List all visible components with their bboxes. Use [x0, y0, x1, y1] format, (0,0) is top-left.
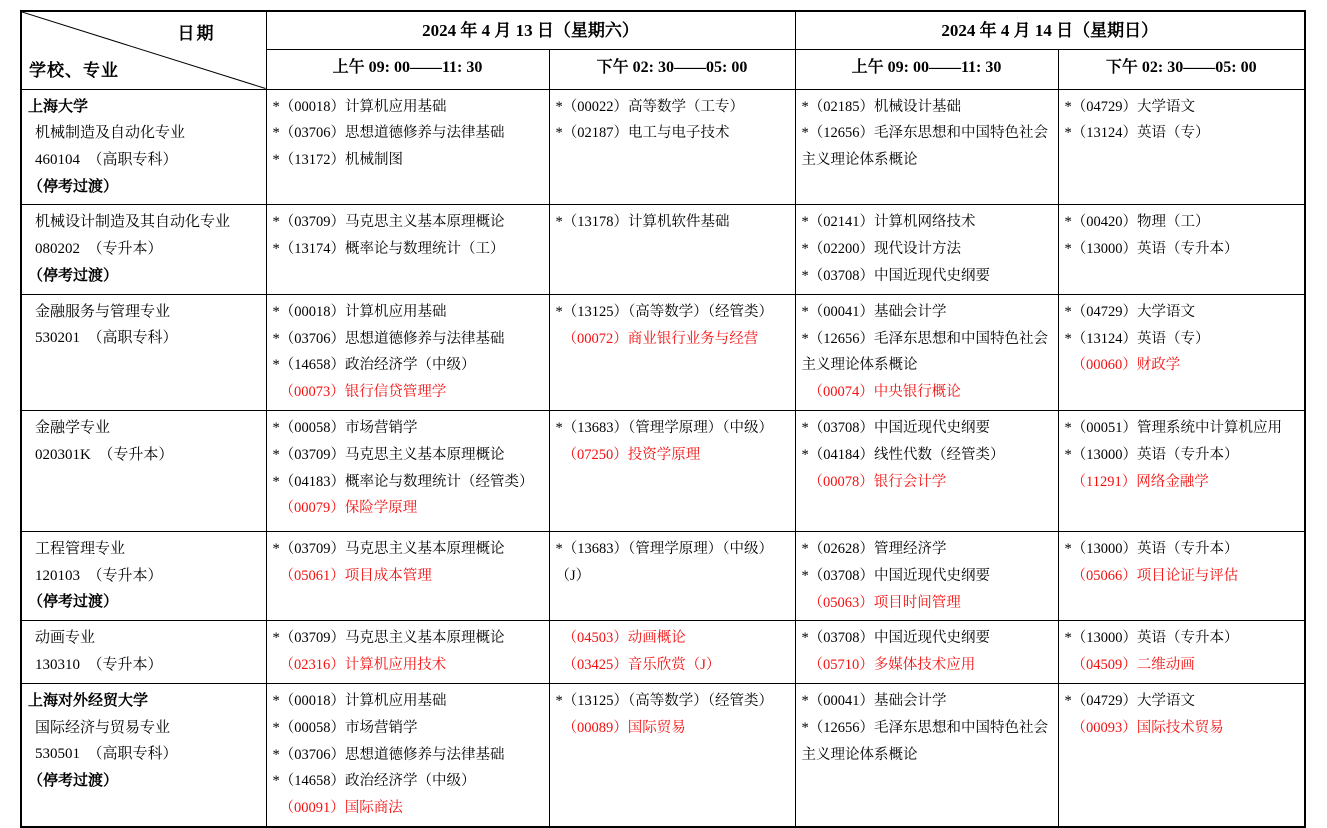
- school-line: 机械设计制造及其自动化专业: [35, 214, 231, 231]
- course-cell-sunday-morning: [795, 410, 1058, 531]
- school-line: 120103 （专升本）: [35, 567, 163, 584]
- course-item: *（03708）中国近现代史纲要: [801, 567, 990, 584]
- course-item: *（00058）市场营销学: [272, 719, 418, 736]
- school-line: 上海大学: [28, 98, 89, 115]
- course-item: *（13683）（管理学原理）（中级）: [555, 419, 773, 436]
- course-item: （00073）银行信贷管理学: [279, 384, 447, 401]
- course-cell-sunday-morning: [795, 684, 1058, 828]
- session-header-sunday-morning: 上午 09: 00——11: 30: [795, 49, 1058, 89]
- school-line: （停考过渡）: [28, 178, 119, 195]
- course-cell-saturday-morning: [266, 621, 549, 684]
- session-header-sunday-afternoon: 下午 02: 30——05: 00: [1058, 49, 1305, 89]
- table-row: [21, 684, 1305, 828]
- school-cell: [21, 89, 266, 205]
- course-item: *（04729）大学语文: [1064, 303, 1195, 320]
- course-item: *（00018）计算机应用基础: [272, 693, 447, 709]
- course-item: （05061）项目成本管理: [279, 567, 432, 584]
- course-cell-sunday-afternoon: [1058, 205, 1305, 294]
- course-cell-saturday-afternoon: [549, 621, 795, 684]
- school-cell: [21, 294, 266, 410]
- course-cell-saturday-morning: [266, 89, 549, 205]
- school-line: 460104 （高职专科）: [35, 151, 178, 168]
- course-item: （05063）项目时间管理: [808, 594, 961, 611]
- table-row: [21, 410, 1305, 531]
- table-row: [21, 89, 1305, 205]
- course-item: *（04729）大学语文: [1064, 98, 1195, 115]
- course-item: （00060）财政学: [1071, 357, 1181, 374]
- course-item: *（00041）基础会计学: [801, 693, 947, 709]
- school-line: （停考过渡）: [28, 267, 119, 284]
- course-item: *（03709）马克思主义基本原理概论: [272, 630, 505, 647]
- course-item: *（13124）英语（专）: [1064, 125, 1210, 142]
- course-item: （05710）多媒体技术应用: [808, 657, 976, 674]
- school-cell: [21, 531, 266, 620]
- course-item: *（13000）英语（专升本）: [1064, 446, 1239, 463]
- course-item: *（00018）计算机应用基础: [272, 303, 447, 320]
- course-cell-sunday-afternoon: [1058, 531, 1305, 620]
- school-cell: [21, 621, 266, 684]
- course-item: *（04183）概率论与数理统计（经管类）: [272, 473, 534, 490]
- course-item: *（02141）计算机网络技术: [801, 214, 976, 231]
- course-cell-saturday-morning: [266, 205, 549, 294]
- course-item: *（14658）政治经济学（中级）: [272, 357, 476, 374]
- course-cell-sunday-afternoon: [1058, 294, 1305, 410]
- course-item: *（12656）毛泽东思想和中国特色社会主义理论体系概论: [801, 330, 1048, 374]
- course-item: *（02187）电工与电子技术: [555, 125, 730, 142]
- course-item: *（13172）机械制图: [272, 152, 403, 169]
- school-line: 020301K （专升本）: [35, 446, 174, 463]
- course-item: （04503）动画概论: [562, 630, 686, 647]
- table-row: [21, 531, 1305, 620]
- course-item: *（03708）中国近现代史纲要: [801, 419, 990, 436]
- course-item: *（00051）管理系统中计算机应用: [1064, 419, 1282, 436]
- course-item: *（04184）线性代数（经管类）: [801, 446, 1005, 463]
- course-item: （00093）国际技术贸易: [1071, 719, 1224, 736]
- header-row-dates: [21, 11, 1305, 49]
- course-cell-saturday-afternoon: [549, 294, 795, 410]
- school-line: 国际经济与贸易专业: [35, 719, 171, 736]
- school-line: 530501 （高职专科）: [35, 746, 178, 763]
- course-item: *（13000）英语（专升本）: [1064, 540, 1239, 557]
- school-line: 金融学专业: [35, 419, 111, 436]
- table-row: [21, 294, 1305, 410]
- course-cell-saturday-morning: [266, 294, 549, 410]
- course-cell-sunday-morning: [795, 294, 1058, 410]
- course-item: *（02185）机械设计基础: [801, 98, 961, 115]
- course-cell-saturday-morning: [266, 410, 549, 531]
- course-cell-saturday-afternoon: [549, 531, 795, 620]
- course-item: （00079）保险学原理: [279, 500, 418, 517]
- course-item: （00089）国际贸易: [562, 719, 686, 736]
- course-item: *（03706）思想道德修养与法律基础: [272, 125, 505, 142]
- table-header: [21, 11, 1305, 89]
- school-line: （停考过渡）: [28, 773, 119, 790]
- course-item: （04509）二维动画: [1071, 657, 1195, 674]
- school-line: 金融服务与管理专业: [35, 303, 171, 320]
- course-item: *（13174）概率论与数理统计（工）: [272, 241, 505, 258]
- course-item: *（03706）思想道德修养与法律基础: [272, 330, 505, 347]
- date-header-sunday: 2024 年 4 月 14 日（星期日）: [795, 11, 1305, 49]
- date-header-saturday: 2024 年 4 月 13 日（星期六）: [266, 11, 795, 49]
- table-row: [21, 621, 1305, 684]
- course-item: *（03709）马克思主义基本原理概论: [272, 214, 505, 231]
- course-item: *（00018）计算机应用基础: [272, 98, 447, 115]
- course-cell-sunday-afternoon: [1058, 684, 1305, 828]
- course-item: *（03708）中国近现代史纲要: [801, 267, 990, 284]
- corner-cell: [21, 11, 266, 89]
- course-item: *（02200）现代设计方法: [801, 241, 961, 258]
- course-item: （00074）中央银行概论: [808, 384, 961, 401]
- course-item: *（03709）马克思主义基本原理概论: [272, 540, 505, 557]
- course-item: *（12656）毛泽东思想和中国特色社会主义理论体系概论: [801, 125, 1048, 169]
- school-line: 上海对外经贸大学: [28, 693, 149, 709]
- course-cell-saturday-morning: [266, 531, 549, 620]
- course-item: （00072）商业银行业务与经营: [562, 330, 759, 347]
- session-header-saturday-afternoon: 下午 02: 30——05: 00: [549, 49, 795, 89]
- exam-schedule-table: [20, 10, 1306, 828]
- course-item: （03425）音乐欣赏（J）: [562, 657, 721, 674]
- school-line: 530201 （高职专科）: [35, 330, 178, 347]
- school-line: 动画专业: [35, 630, 96, 647]
- corner-date-label: 日期: [177, 24, 216, 43]
- course-cell-saturday-afternoon: [549, 410, 795, 531]
- course-item: （05066）项目论证与评估: [1071, 567, 1239, 584]
- course-item: *（03706）思想道德修养与法律基础: [272, 746, 505, 763]
- course-cell-saturday-afternoon: [549, 205, 795, 294]
- course-item: （11291）网络金融学: [1071, 473, 1209, 490]
- course-item: *（14658）政治经济学（中级）: [272, 773, 476, 790]
- course-item: *（04729）大学语文: [1064, 693, 1195, 709]
- course-item: *（13125）（高等数学）（经管类）: [555, 693, 773, 709]
- course-item: （00091）国际商法: [279, 800, 403, 817]
- course-cell-saturday-morning: [266, 684, 549, 828]
- course-item: *（00420）物理（工）: [1064, 214, 1210, 231]
- corner-school-label: 学校、专业: [29, 60, 119, 80]
- course-cell-sunday-afternoon: [1058, 621, 1305, 684]
- course-cell-sunday-afternoon: [1058, 410, 1305, 531]
- course-item: *（03709）马克思主义基本原理概论: [272, 446, 505, 463]
- course-cell-sunday-morning: [795, 621, 1058, 684]
- course-item: *（00022）高等数学（工专）: [555, 98, 744, 115]
- school-line: 机械制造及自动化专业: [35, 125, 186, 142]
- course-item: （07250）投资学原理: [562, 446, 701, 463]
- school-cell: [21, 205, 266, 294]
- school-line: （停考过渡）: [28, 594, 119, 611]
- school-cell: [21, 410, 266, 531]
- course-cell-sunday-morning: [795, 531, 1058, 620]
- schedule-body: [21, 89, 1305, 827]
- course-cell-saturday-afternoon: [549, 684, 795, 828]
- course-item: *（00058）市场营销学: [272, 419, 418, 436]
- table-row: [21, 205, 1305, 294]
- course-item: *（13000）英语（专升本）: [1064, 630, 1239, 647]
- course-cell-saturday-afternoon: [549, 89, 795, 205]
- course-item: *（12656）毛泽东思想和中国特色社会主义理论体系概论: [801, 719, 1048, 763]
- course-item: （02316）计算机应用技术: [279, 657, 447, 674]
- session-header-saturday-morning: 上午 09: 00——11: 30: [266, 49, 549, 89]
- school-line: 080202 （专升本）: [35, 240, 163, 257]
- course-item: *（13125）（高等数学）（经管类）: [555, 303, 773, 320]
- course-item: *（02628）管理经济学: [801, 540, 947, 557]
- course-item: *（03708）中国近现代史纲要: [801, 630, 990, 647]
- school-line: 130310 （专升本）: [35, 657, 163, 674]
- course-item: *（00041）基础会计学: [801, 303, 947, 320]
- course-item: *（13683）（管理学原理）（中级）（J）: [555, 540, 773, 584]
- course-cell-sunday-morning: [795, 89, 1058, 205]
- course-item: *（13124）英语（专）: [1064, 330, 1210, 347]
- course-cell-sunday-morning: [795, 205, 1058, 294]
- school-line: 工程管理专业: [35, 540, 126, 557]
- course-cell-sunday-afternoon: [1058, 89, 1305, 205]
- school-cell: [21, 684, 266, 828]
- course-item: （00078）银行会计学: [808, 473, 947, 490]
- course-item: *（13000）英语（专升本）: [1064, 241, 1239, 258]
- course-item: *（13178）计算机软件基础: [555, 214, 730, 231]
